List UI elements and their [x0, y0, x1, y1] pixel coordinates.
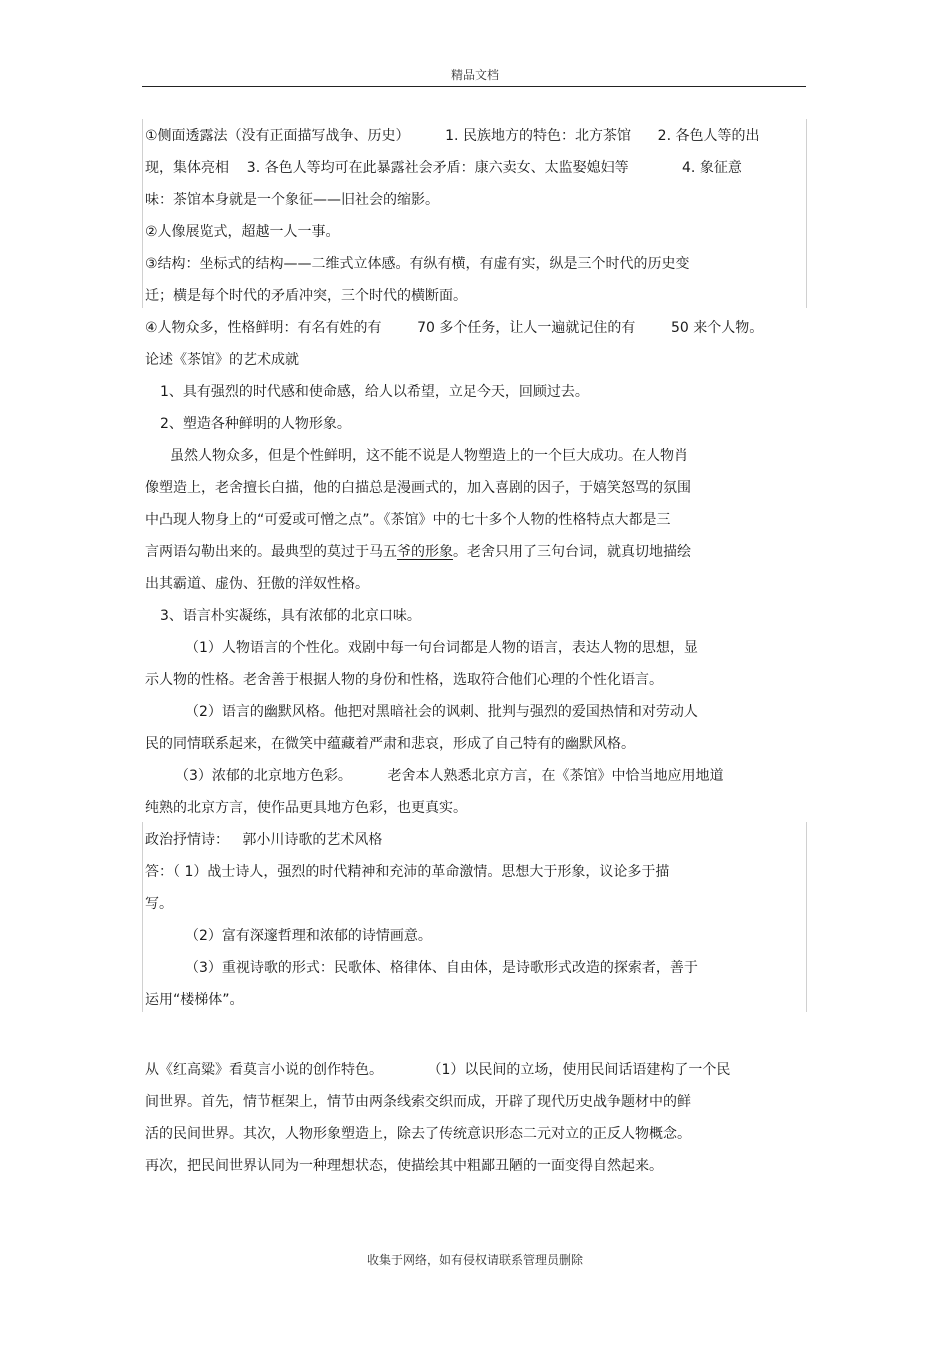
text-line: 3、语言朴实凝练，具有浓郁的北京口味。 [160, 608, 421, 624]
text-line: 现，集体亮相 3. 各色人等均可在此暴露社会矛盾：康六卖女、太监娶媳妇等 4. 象征意 [145, 160, 742, 176]
text-line: 1、具有强烈的时代感和使命感，给人以希望，立足今天，回顾过去。 [160, 384, 589, 400]
text-line: （2）富有深邃哲理和浓郁的诗情画意。 [185, 928, 432, 944]
text-line: 纯熟的北京方言，使作品更具地方色彩，也更真实。 [145, 800, 467, 816]
text-line: （1）人物语言的个性化。戏剧中每一句台词都是人物的语言，表达人物的思想，显 [185, 640, 698, 656]
section-heading: 论述《茶馆》的艺术成就 [145, 352, 299, 368]
text-line: 像塑造上，老舍擅长白描，他的白描总是漫画式的，加入喜剧的因子，于嬉笑怒骂的氛围 [145, 480, 691, 496]
text-line: ①侧面透露法（没有正面描写战争、历史） 1. 民族地方的特色：北方茶馆 2. 各色人等的出 [145, 128, 760, 144]
section-heading: 政治抒情诗： 郭小川诗歌的艺术风格 [145, 832, 383, 848]
text-segment: 。老舍只用了三句台词，就真切地描绘 [453, 544, 691, 560]
text-line: （3）浓郁的北京地方色彩。 老舍本人熟悉北京方言，在《茶馆》中恰当地应用地道 [175, 768, 724, 784]
page-header-title: 精品文档 [450, 68, 499, 82]
text-line: 民的同情联系起来，在微笑中蕴藏着严肃和悲哀，形成了自己特有的幽默风格。 [145, 736, 635, 752]
text-line: 虽然人物众多，但是个性鲜明，这不能不说是人物塑造上的一个巨大成功。在人物肖 [170, 448, 688, 464]
text-line: 再次，把民间世界认同为一种理想状态，使描绘其中粗鄙丑陋的一面变得自然起来。 [145, 1158, 663, 1174]
text-line: 答：（ 1）战士诗人，强烈的时代精神和充沛的革命激情。思想大于形象，议论多于描 [145, 864, 670, 880]
text-line: 示人物的性格。老舍善于根据人物的身份和性格，选取符合他们心理的个性化语言。 [145, 672, 663, 688]
frame-right-border-top [806, 119, 807, 308]
section-heading: 从《红高粱》看莫言小说的创作特色。 （1）以民间的立场，使用民间话语建构了一个民 [145, 1062, 731, 1078]
text-line: 出其霸道、虚伪、狂傲的洋奴性格。 [145, 576, 369, 592]
page-footer-note: 收集于网络，如有侵权请联系管理员删除 [366, 1253, 583, 1267]
text-line: 活的民间世界。其次，人物形象塑造上，除去了传统意识形态二元对立的正反人物概念。 [145, 1126, 691, 1142]
text-line: 迁；横是每个时代的矛盾冲突，三个时代的横断面。 [145, 288, 467, 304]
text-line: 中凸现人物身上的“可爱或可憎之点”。《茶馆》中的七十多个人物的性格特点大都是三 [145, 512, 671, 528]
text-line: ④人物众多，性格鲜明：有名有姓的有 70 多个任务，让人一遍就记住的有 50 来个人物。 [145, 320, 764, 336]
frame-right-border-middle [806, 822, 807, 1012]
text-line: 味：茶馆本身就是一个象征——旧社会的缩影。 [145, 192, 439, 208]
frame-left-border-top [142, 119, 143, 308]
text-line: ②人像展览式，超越一人一事。 [145, 224, 340, 240]
text-segment: 言两语勾勒出来的。最典型的莫过于马五 [145, 544, 397, 560]
text-line: ③结构：坐标式的结构——二维式立体感。有纵有横，有虚有实，纵是三个时代的历史变 [145, 256, 690, 272]
underlined-phrase: 爷的形象 [397, 544, 453, 560]
text-line: 运用“楼梯体”。 [145, 992, 244, 1008]
text-line: 写。 [145, 896, 173, 912]
text-line: （3）重视诗歌的形式：民歌体、格律体、自由体，是诗歌形式改造的探索者，善于 [185, 960, 698, 976]
text-line: 2、塑造各种鲜明的人物形象。 [160, 416, 351, 432]
text-line: （2）语言的幽默风格。他把对黑暗社会的讽刺、批判与强烈的爱国热情和对劳动人 [185, 704, 698, 720]
header-divider [142, 86, 806, 87]
text-line [145, 543, 691, 561]
frame-left-border-middle [142, 822, 143, 1012]
text-line: 间世界。首先，情节框架上，情节由两条线索交织而成，开辟了现代历史战争题材中的鲜 [145, 1094, 691, 1110]
